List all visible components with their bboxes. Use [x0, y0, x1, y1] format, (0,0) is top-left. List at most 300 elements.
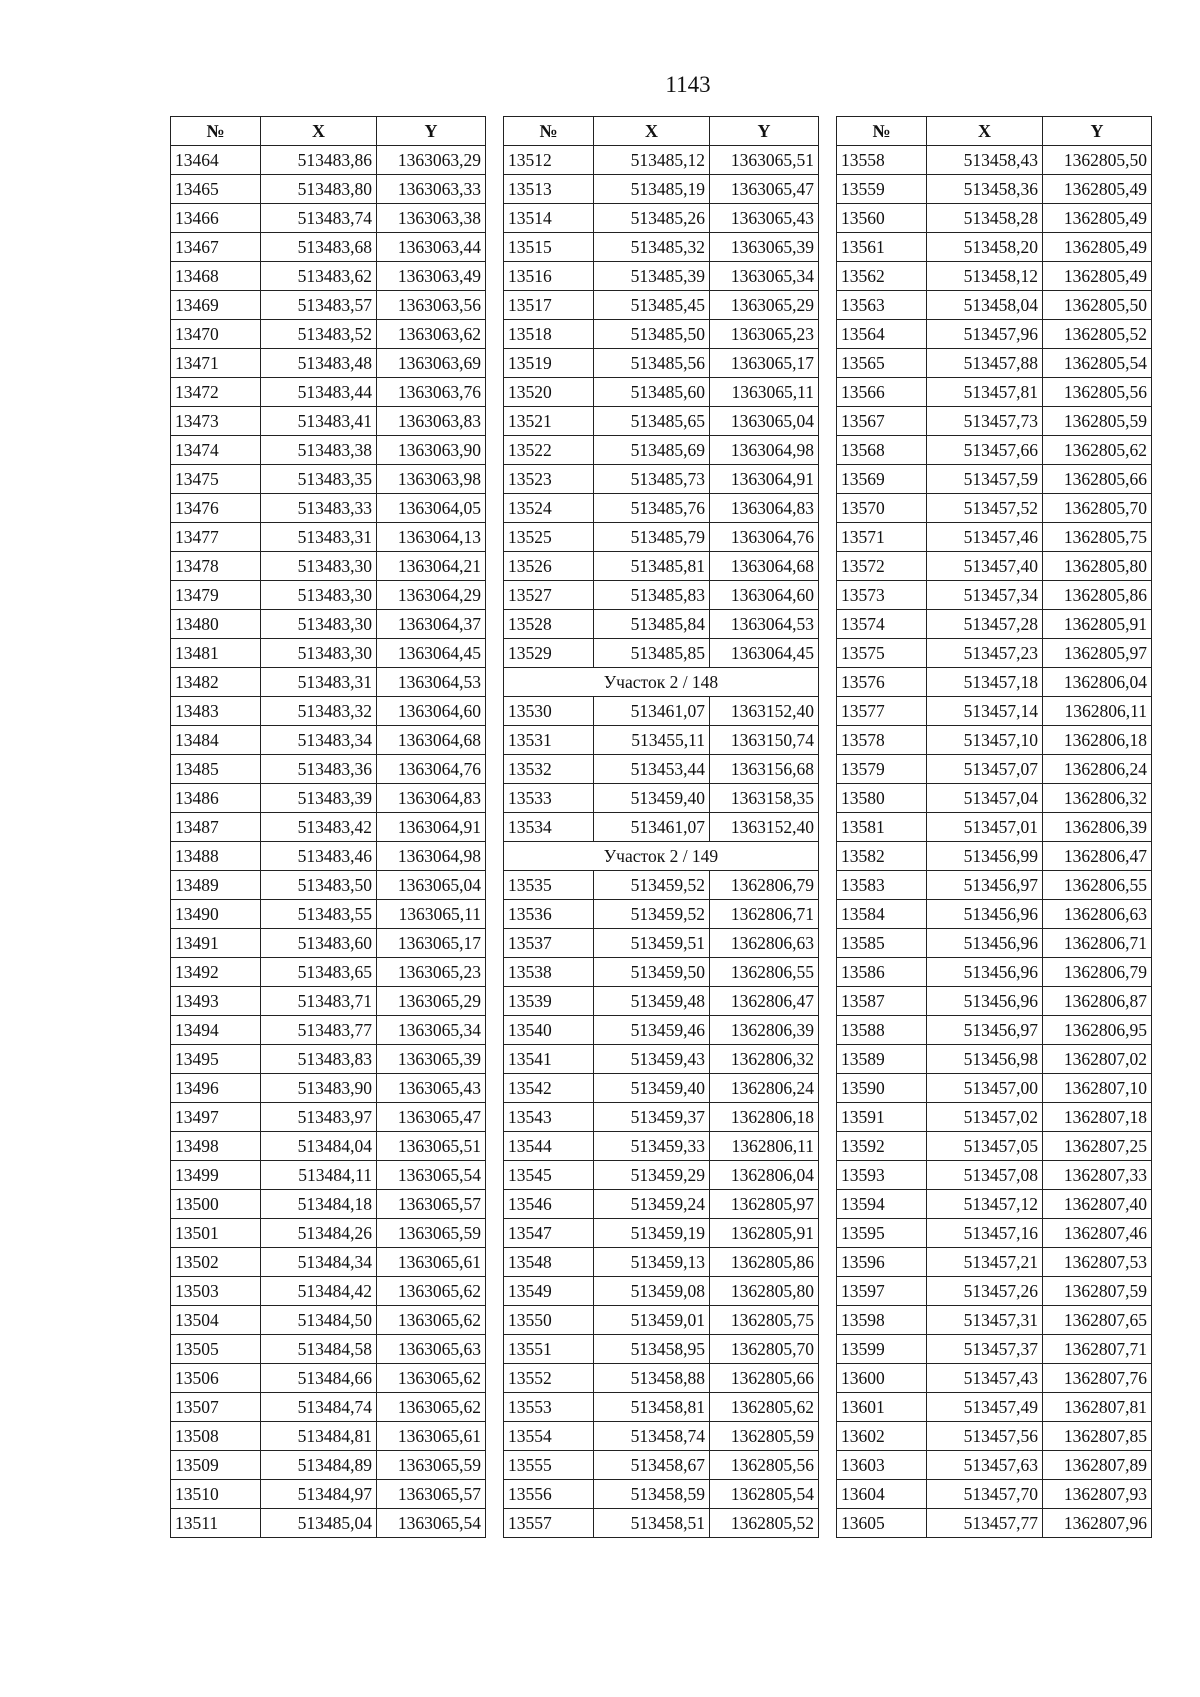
y-value: 1362807,40	[1043, 1190, 1152, 1219]
y-value: 1363065,63	[377, 1335, 486, 1364]
x-value: 513457,00	[927, 1074, 1043, 1103]
x-value: 513483,50	[261, 871, 377, 900]
table-row	[837, 1277, 1152, 1306]
y-value: 1363065,59	[377, 1451, 486, 1480]
x-value: 513484,04	[261, 1132, 377, 1161]
x-value: 513459,37	[594, 1103, 710, 1132]
point-number: 13567	[837, 407, 927, 436]
table-row	[504, 784, 819, 813]
table-row	[171, 1190, 486, 1219]
table-row	[504, 262, 819, 291]
y-value: 1362807,53	[1043, 1248, 1152, 1277]
x-value: 513483,90	[261, 1074, 377, 1103]
x-value: 513458,95	[594, 1335, 710, 1364]
y-value: 1362805,49	[1043, 233, 1152, 262]
y-value: 1363064,60	[710, 581, 819, 610]
table-row	[837, 378, 1152, 407]
y-value: 1362806,79	[1043, 958, 1152, 987]
point-number: 13582	[837, 842, 927, 871]
point-number: 13492	[171, 958, 261, 987]
y-value: 1362805,54	[710, 1480, 819, 1509]
point-number: 13506	[171, 1364, 261, 1393]
x-value: 513457,37	[927, 1335, 1043, 1364]
table-row	[504, 900, 819, 929]
point-number: 13520	[504, 378, 594, 407]
point-number: 13553	[504, 1393, 594, 1422]
y-value: 1363065,62	[377, 1393, 486, 1422]
table-row	[171, 146, 486, 175]
point-number: 13499	[171, 1161, 261, 1190]
point-number: 13594	[837, 1190, 927, 1219]
x-value: 513457,05	[927, 1132, 1043, 1161]
x-value: 513485,69	[594, 436, 710, 465]
x-value: 513457,07	[927, 755, 1043, 784]
table-row	[171, 320, 486, 349]
point-number: 13516	[504, 262, 594, 291]
x-value: 513483,77	[261, 1016, 377, 1045]
y-value: 1363065,47	[377, 1103, 486, 1132]
y-value: 1362806,04	[710, 1161, 819, 1190]
point-number: 13525	[504, 523, 594, 552]
table-row	[837, 146, 1152, 175]
y-value: 1362807,10	[1043, 1074, 1152, 1103]
table-row	[171, 465, 486, 494]
y-value: 1362806,55	[710, 958, 819, 987]
point-number: 13475	[171, 465, 261, 494]
x-value: 513458,81	[594, 1393, 710, 1422]
x-value: 513459,29	[594, 1161, 710, 1190]
table-row	[504, 726, 819, 755]
x-value: 513485,60	[594, 378, 710, 407]
x-value: 513485,19	[594, 175, 710, 204]
x-value: 513455,11	[594, 726, 710, 755]
y-value: 1363063,76	[377, 378, 486, 407]
x-value: 513459,43	[594, 1045, 710, 1074]
point-number: 13556	[504, 1480, 594, 1509]
x-value: 513457,52	[927, 494, 1043, 523]
point-number: 13559	[837, 175, 927, 204]
table-row	[171, 1480, 486, 1509]
x-value: 513459,52	[594, 900, 710, 929]
point-number: 13497	[171, 1103, 261, 1132]
point-number: 13568	[837, 436, 927, 465]
table-row	[504, 494, 819, 523]
table-row	[837, 1306, 1152, 1335]
y-value: 1363065,04	[377, 871, 486, 900]
point-number: 13524	[504, 494, 594, 523]
y-value: 1363064,98	[377, 842, 486, 871]
y-value: 1362805,49	[1043, 262, 1152, 291]
y-value: 1362806,47	[710, 987, 819, 1016]
x-value: 513484,74	[261, 1393, 377, 1422]
table-row	[837, 494, 1152, 523]
point-number: 13536	[504, 900, 594, 929]
table-row	[504, 523, 819, 552]
y-value: 1362805,80	[710, 1277, 819, 1306]
table-row	[837, 813, 1152, 842]
y-value: 1362807,81	[1043, 1393, 1152, 1422]
table-row	[504, 697, 819, 726]
x-value: 513485,50	[594, 320, 710, 349]
table-row	[504, 1509, 819, 1538]
table-row	[171, 233, 486, 262]
table-row	[504, 146, 819, 175]
x-value: 513458,28	[927, 204, 1043, 233]
y-value: 1363063,83	[377, 407, 486, 436]
table-row	[504, 552, 819, 581]
table-row	[171, 552, 486, 581]
x-value: 513485,73	[594, 465, 710, 494]
point-number: 13551	[504, 1335, 594, 1364]
table-row	[837, 900, 1152, 929]
table-row	[837, 755, 1152, 784]
y-value: 1363063,49	[377, 262, 486, 291]
point-number: 13479	[171, 581, 261, 610]
x-value: 513485,39	[594, 262, 710, 291]
y-value: 1363064,29	[377, 581, 486, 610]
table-row	[171, 349, 486, 378]
x-value: 513485,79	[594, 523, 710, 552]
point-number: 13493	[171, 987, 261, 1016]
y-value: 1363065,17	[710, 349, 819, 378]
point-number: 13591	[837, 1103, 927, 1132]
y-value: 1362805,70	[710, 1335, 819, 1364]
y-value: 1363065,39	[377, 1045, 486, 1074]
y-value: 1362805,50	[1043, 146, 1152, 175]
x-value: 513483,74	[261, 204, 377, 233]
x-value: 513483,60	[261, 929, 377, 958]
point-number: 13509	[171, 1451, 261, 1480]
x-value: 513457,49	[927, 1393, 1043, 1422]
x-value: 513458,12	[927, 262, 1043, 291]
table-row	[171, 494, 486, 523]
point-number: 13469	[171, 291, 261, 320]
point-number: 13569	[837, 465, 927, 494]
x-value: 513485,76	[594, 494, 710, 523]
table-row	[837, 320, 1152, 349]
point-number: 13482	[171, 668, 261, 697]
x-value: 513458,04	[927, 291, 1043, 320]
table-row	[837, 436, 1152, 465]
y-value: 1362807,33	[1043, 1161, 1152, 1190]
y-value: 1363063,90	[377, 436, 486, 465]
x-value: 513483,35	[261, 465, 377, 494]
y-value: 1362807,76	[1043, 1364, 1152, 1393]
table-row	[171, 1074, 486, 1103]
x-value: 513484,11	[261, 1161, 377, 1190]
point-number: 13467	[171, 233, 261, 262]
y-value: 1363063,44	[377, 233, 486, 262]
table-row	[837, 1509, 1152, 1538]
x-value: 513484,81	[261, 1422, 377, 1451]
point-number: 13583	[837, 871, 927, 900]
x-value: 513459,01	[594, 1306, 710, 1335]
y-value: 1362805,49	[1043, 175, 1152, 204]
table-row	[837, 175, 1152, 204]
y-value: 1362806,11	[1043, 697, 1152, 726]
table-row	[837, 233, 1152, 262]
x-value: 513457,21	[927, 1248, 1043, 1277]
x-value: 513485,84	[594, 610, 710, 639]
point-number: 13522	[504, 436, 594, 465]
table-row	[837, 523, 1152, 552]
table-row	[504, 581, 819, 610]
point-number: 13498	[171, 1132, 261, 1161]
table-row	[171, 900, 486, 929]
table-row	[504, 1045, 819, 1074]
point-number: 13477	[171, 523, 261, 552]
table-row	[504, 1335, 819, 1364]
x-value: 513457,28	[927, 610, 1043, 639]
y-value: 1363064,91	[377, 813, 486, 842]
y-value: 1363064,91	[710, 465, 819, 494]
point-number: 13604	[837, 1480, 927, 1509]
y-value: 1362806,39	[1043, 813, 1152, 842]
point-number: 13573	[837, 581, 927, 610]
point-number: 13586	[837, 958, 927, 987]
point-number: 13561	[837, 233, 927, 262]
table-row	[171, 1045, 486, 1074]
point-number: 13512	[504, 146, 594, 175]
point-number: 13543	[504, 1103, 594, 1132]
point-number: 13581	[837, 813, 927, 842]
table-row	[504, 1103, 819, 1132]
x-value: 513485,65	[594, 407, 710, 436]
point-number: 13534	[504, 813, 594, 842]
y-value: 1363158,35	[710, 784, 819, 813]
x-value: 513459,33	[594, 1132, 710, 1161]
point-number: 13601	[837, 1393, 927, 1422]
table-row	[504, 1306, 819, 1335]
table-row	[504, 1277, 819, 1306]
x-value: 513456,99	[927, 842, 1043, 871]
table-row	[171, 436, 486, 465]
x-value: 513456,97	[927, 871, 1043, 900]
x-value: 513483,30	[261, 610, 377, 639]
point-number: 13595	[837, 1219, 927, 1248]
table-row	[504, 755, 819, 784]
y-value: 1362805,97	[1043, 639, 1152, 668]
x-value: 513457,59	[927, 465, 1043, 494]
y-value: 1362806,18	[710, 1103, 819, 1132]
table-row	[837, 697, 1152, 726]
y-value: 1362807,85	[1043, 1422, 1152, 1451]
table-row	[171, 175, 486, 204]
point-number: 13465	[171, 175, 261, 204]
table-row	[504, 204, 819, 233]
y-value: 1363063,98	[377, 465, 486, 494]
y-value: 1363065,61	[377, 1248, 486, 1277]
y-value: 1363152,40	[710, 697, 819, 726]
section-title: Участок 2 / 148	[504, 668, 819, 697]
point-number: 13473	[171, 407, 261, 436]
x-value: 513457,88	[927, 349, 1043, 378]
table-row	[837, 668, 1152, 697]
table-row	[504, 349, 819, 378]
table-row	[171, 204, 486, 233]
x-value: 513459,13	[594, 1248, 710, 1277]
point-number: 13565	[837, 349, 927, 378]
table-row	[171, 407, 486, 436]
point-number: 13542	[504, 1074, 594, 1103]
x-value: 513457,01	[927, 813, 1043, 842]
point-number: 13537	[504, 929, 594, 958]
point-number: 13500	[171, 1190, 261, 1219]
point-number: 13571	[837, 523, 927, 552]
point-number: 13576	[837, 668, 927, 697]
y-value: 1363065,23	[377, 958, 486, 987]
point-number: 13532	[504, 755, 594, 784]
point-number: 13507	[171, 1393, 261, 1422]
point-number: 13529	[504, 639, 594, 668]
point-number: 13599	[837, 1335, 927, 1364]
x-value: 513457,81	[927, 378, 1043, 407]
table-row	[171, 1451, 486, 1480]
x-value: 513459,19	[594, 1219, 710, 1248]
y-value: 1362806,18	[1043, 726, 1152, 755]
table-row	[171, 291, 486, 320]
table-row	[504, 1074, 819, 1103]
point-number: 13505	[171, 1335, 261, 1364]
y-value: 1363065,11	[377, 900, 486, 929]
x-value: 513483,32	[261, 697, 377, 726]
x-value: 513457,96	[927, 320, 1043, 349]
table-row	[837, 871, 1152, 900]
point-number: 13544	[504, 1132, 594, 1161]
point-number: 13560	[837, 204, 927, 233]
table-row	[504, 639, 819, 668]
table-row	[171, 1277, 486, 1306]
y-value: 1363065,61	[377, 1422, 486, 1451]
x-value: 513458,67	[594, 1451, 710, 1480]
x-value: 513485,81	[594, 552, 710, 581]
point-number: 13552	[504, 1364, 594, 1393]
table-row	[837, 1364, 1152, 1393]
y-value: 1363063,56	[377, 291, 486, 320]
point-number: 13557	[504, 1509, 594, 1538]
y-value: 1363064,13	[377, 523, 486, 552]
x-header: X	[261, 117, 377, 146]
y-value: 1362805,66	[710, 1364, 819, 1393]
table-row	[504, 320, 819, 349]
y-value: 1362806,39	[710, 1016, 819, 1045]
x-value: 513458,74	[594, 1422, 710, 1451]
y-header: Y	[377, 117, 486, 146]
table-row	[171, 581, 486, 610]
x-value: 513457,56	[927, 1422, 1043, 1451]
header-row	[504, 117, 819, 146]
x-value: 513484,66	[261, 1364, 377, 1393]
x-value: 513483,48	[261, 349, 377, 378]
table-row	[837, 204, 1152, 233]
y-value: 1363150,74	[710, 726, 819, 755]
x-value: 513483,42	[261, 813, 377, 842]
table-row	[504, 1364, 819, 1393]
table-row	[504, 1132, 819, 1161]
y-value: 1363065,29	[710, 291, 819, 320]
x-value: 513457,26	[927, 1277, 1043, 1306]
point-number: 13585	[837, 929, 927, 958]
table-row	[171, 1161, 486, 1190]
x-value: 513483,30	[261, 581, 377, 610]
table-row	[171, 668, 486, 697]
point-number: 13519	[504, 349, 594, 378]
y-value: 1363065,62	[377, 1306, 486, 1335]
point-number: 13579	[837, 755, 927, 784]
x-value: 513484,18	[261, 1190, 377, 1219]
point-number: 13478	[171, 552, 261, 581]
table-row	[171, 1393, 486, 1422]
x-value: 513457,16	[927, 1219, 1043, 1248]
y-value: 1362807,59	[1043, 1277, 1152, 1306]
y-value: 1362805,52	[1043, 320, 1152, 349]
table-row	[171, 1103, 486, 1132]
point-number: 13521	[504, 407, 594, 436]
x-value: 513483,38	[261, 436, 377, 465]
header-row	[171, 117, 486, 146]
x-value: 513485,85	[594, 639, 710, 668]
table-row	[837, 465, 1152, 494]
x-value: 513485,45	[594, 291, 710, 320]
point-number: 13468	[171, 262, 261, 291]
point-number: 13474	[171, 436, 261, 465]
x-value: 513461,07	[594, 697, 710, 726]
table-row	[837, 1219, 1152, 1248]
table-row	[837, 726, 1152, 755]
point-number: 13514	[504, 204, 594, 233]
x-value: 513483,86	[261, 146, 377, 175]
table-row	[837, 639, 1152, 668]
table-row	[504, 1219, 819, 1248]
x-value: 513485,56	[594, 349, 710, 378]
x-value: 513484,26	[261, 1219, 377, 1248]
y-value: 1362805,70	[1043, 494, 1152, 523]
x-value: 513483,39	[261, 784, 377, 813]
x-value: 513483,34	[261, 726, 377, 755]
table-row	[171, 1016, 486, 1045]
point-number: 13466	[171, 204, 261, 233]
table-row	[171, 262, 486, 291]
y-value: 1362807,71	[1043, 1335, 1152, 1364]
table-row	[504, 436, 819, 465]
x-value: 513485,32	[594, 233, 710, 262]
y-value: 1362805,56	[1043, 378, 1152, 407]
point-number: 13575	[837, 639, 927, 668]
table-row	[504, 1016, 819, 1045]
x-value: 513456,97	[927, 1016, 1043, 1045]
table-row	[504, 233, 819, 262]
x-value: 513458,43	[927, 146, 1043, 175]
point-number: 13566	[837, 378, 927, 407]
point-number: 13530	[504, 697, 594, 726]
point-number: 13572	[837, 552, 927, 581]
table-row	[171, 987, 486, 1016]
y-value: 1363065,17	[377, 929, 486, 958]
point-number: 13577	[837, 697, 927, 726]
point-number: 13592	[837, 1132, 927, 1161]
table-row	[837, 1451, 1152, 1480]
table-row	[837, 1422, 1152, 1451]
y-value: 1362805,59	[1043, 407, 1152, 436]
point-number: 13502	[171, 1248, 261, 1277]
table-row	[171, 1335, 486, 1364]
y-value: 1363064,68	[710, 552, 819, 581]
y-value: 1362806,11	[710, 1132, 819, 1161]
y-value: 1362807,89	[1043, 1451, 1152, 1480]
point-number: 13590	[837, 1074, 927, 1103]
x-value: 513457,04	[927, 784, 1043, 813]
y-value: 1362805,80	[1043, 552, 1152, 581]
